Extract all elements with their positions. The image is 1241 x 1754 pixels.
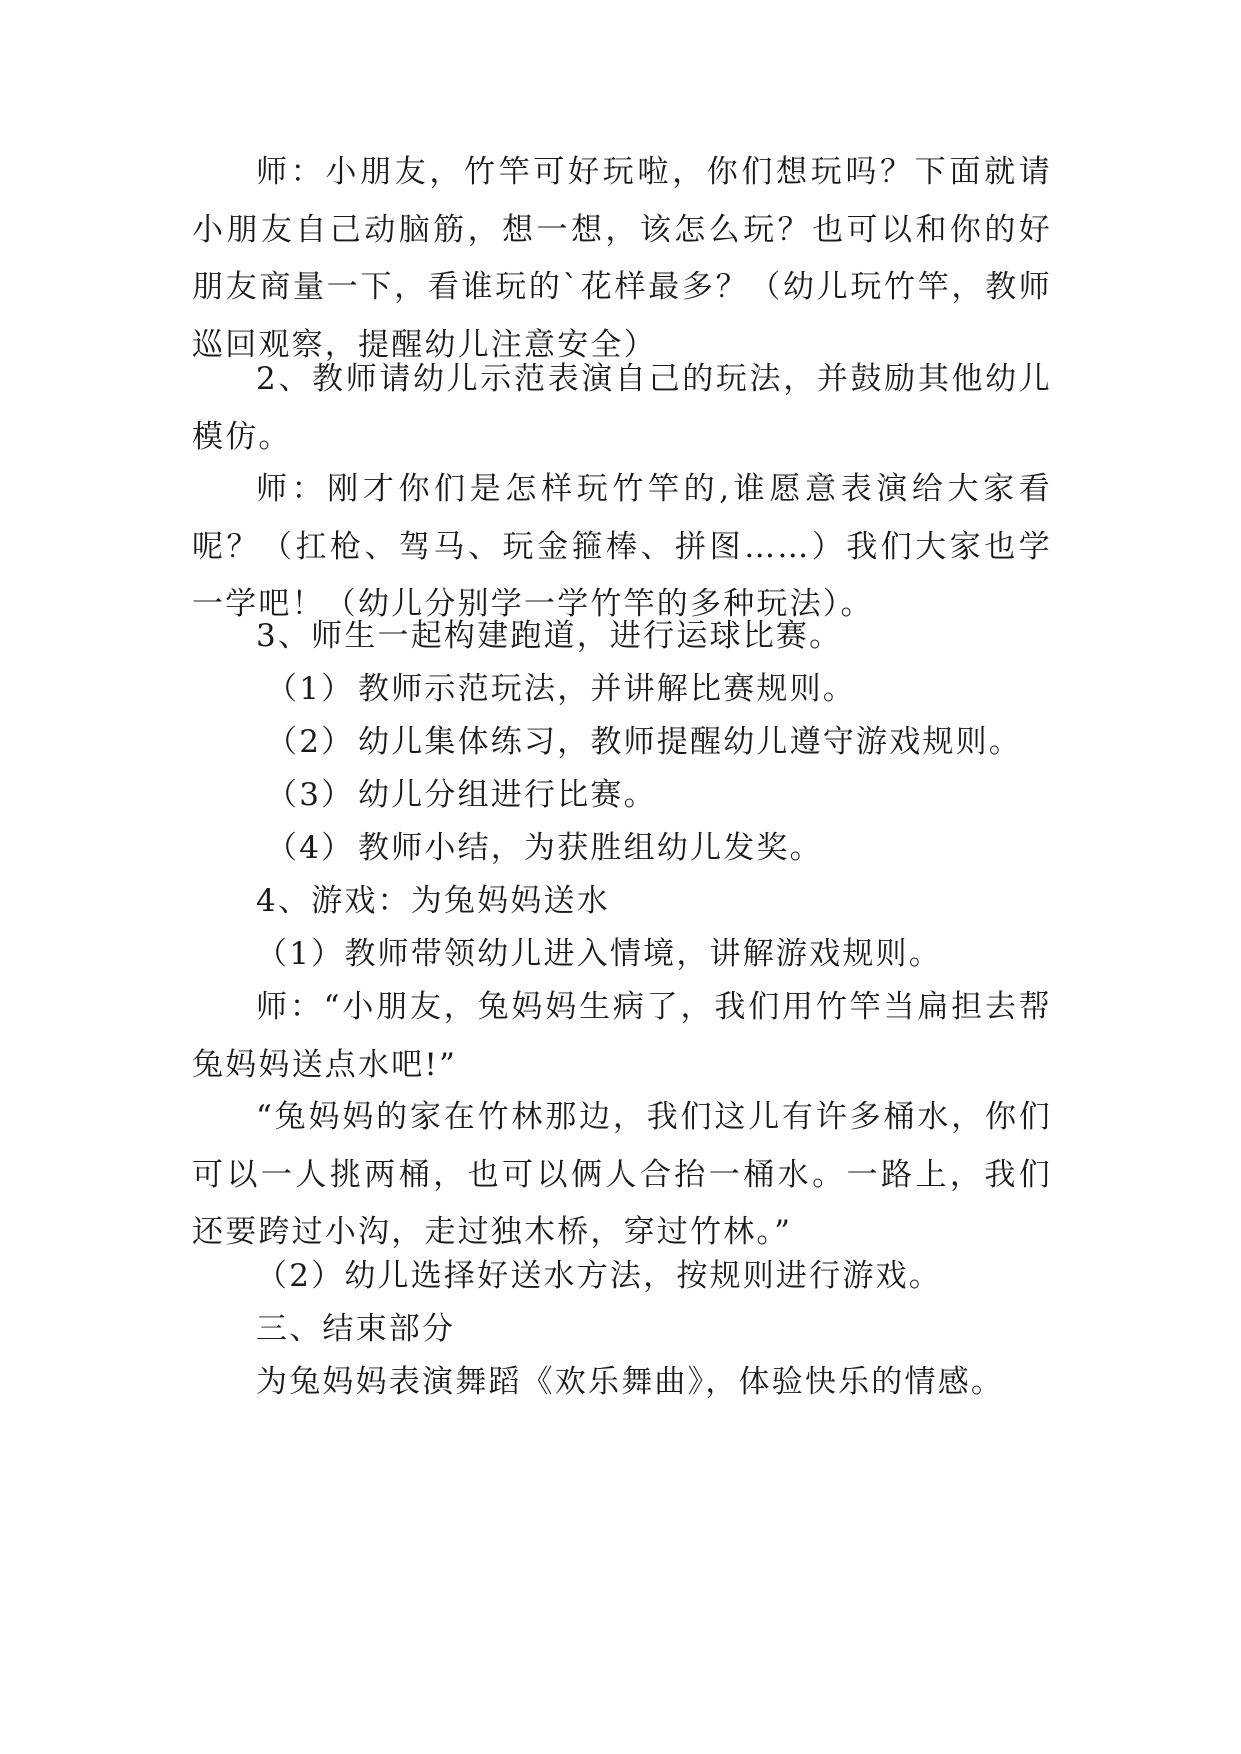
paragraph-rabbit-quote: “兔妈妈的家在竹林那边，我们这儿有许多桶水，你们可以一人挑两桶，也可以俩人合抬一桶水。一路上，我们还要跨过小沟，走过独木桥，穿过竹林。” [192,1099,1052,1251]
list-item [266,767,1126,825]
list-item [266,714,1126,772]
list-item-number: （1） [266,671,355,707]
list-item-text: 教师小结，为获胜组幼儿发奖。 [358,830,823,866]
paragraph-teacher-quote: 师：“小朋友，兔妈妈生病了，我们用竹竿当扁担去帮兔妈妈送点水吧!” [192,989,1052,1083]
list-item-number: （3） [266,777,355,813]
section-heading-ending: 三、结束部分 [256,1311,456,1347]
paragraph-teacher-question: 师：刚才你们是怎样玩竹竿的,谁愿意表演给大家看呢？（扛枪、驾马、玩金箍棒、拼图……）我们大家也学一学吧！（幼儿分别学一学竹竿的多种玩法）。 [192,471,1052,623]
paragraph-step-4: 4、游戏：为兔妈妈送水 [256,883,610,919]
list-item [266,661,1126,719]
paragraph-step-2: 2、教师请幼儿示范表演自己的玩法，并鼓励其他幼儿模仿。 [192,361,1052,455]
paragraph-ending: 为兔妈妈表演舞蹈《欢乐舞曲》，体验快乐的情感。 [256,1364,1005,1400]
list-item-text: 教师示范玩法，并讲解比赛规则。 [358,671,856,707]
list-item-text: 幼儿集体练习，教师提醒幼儿遵守游戏规则。 [358,724,1022,760]
list-item-number: （4） [266,830,355,866]
list-item-text: 幼儿分组进行比赛。 [358,777,657,813]
list-item [266,820,1126,878]
paragraph-game-sub-2: （2）幼儿选择好送水方法，按规则进行游戏。 [256,1258,942,1294]
paragraph-game-sub-1: （1）教师带领幼儿进入情境，讲解游戏规则。 [256,936,942,972]
paragraph-teacher-intro: 师：小朋友，竹竿可好玩啦，你们想玩吗？下面就请小朋友自己动脑筋，想一想，该怎么玩？也可以和你的好朋友商量一下，看谁玩的`花样最多？（幼儿玩竹竿，教师巡回观察，提醒幼儿注意安全） [192,154,1052,363]
list-item-number: （2） [266,724,355,760]
paragraph-step-3: 3、师生一起构建跑道，进行运球比赛。 [256,618,843,654]
